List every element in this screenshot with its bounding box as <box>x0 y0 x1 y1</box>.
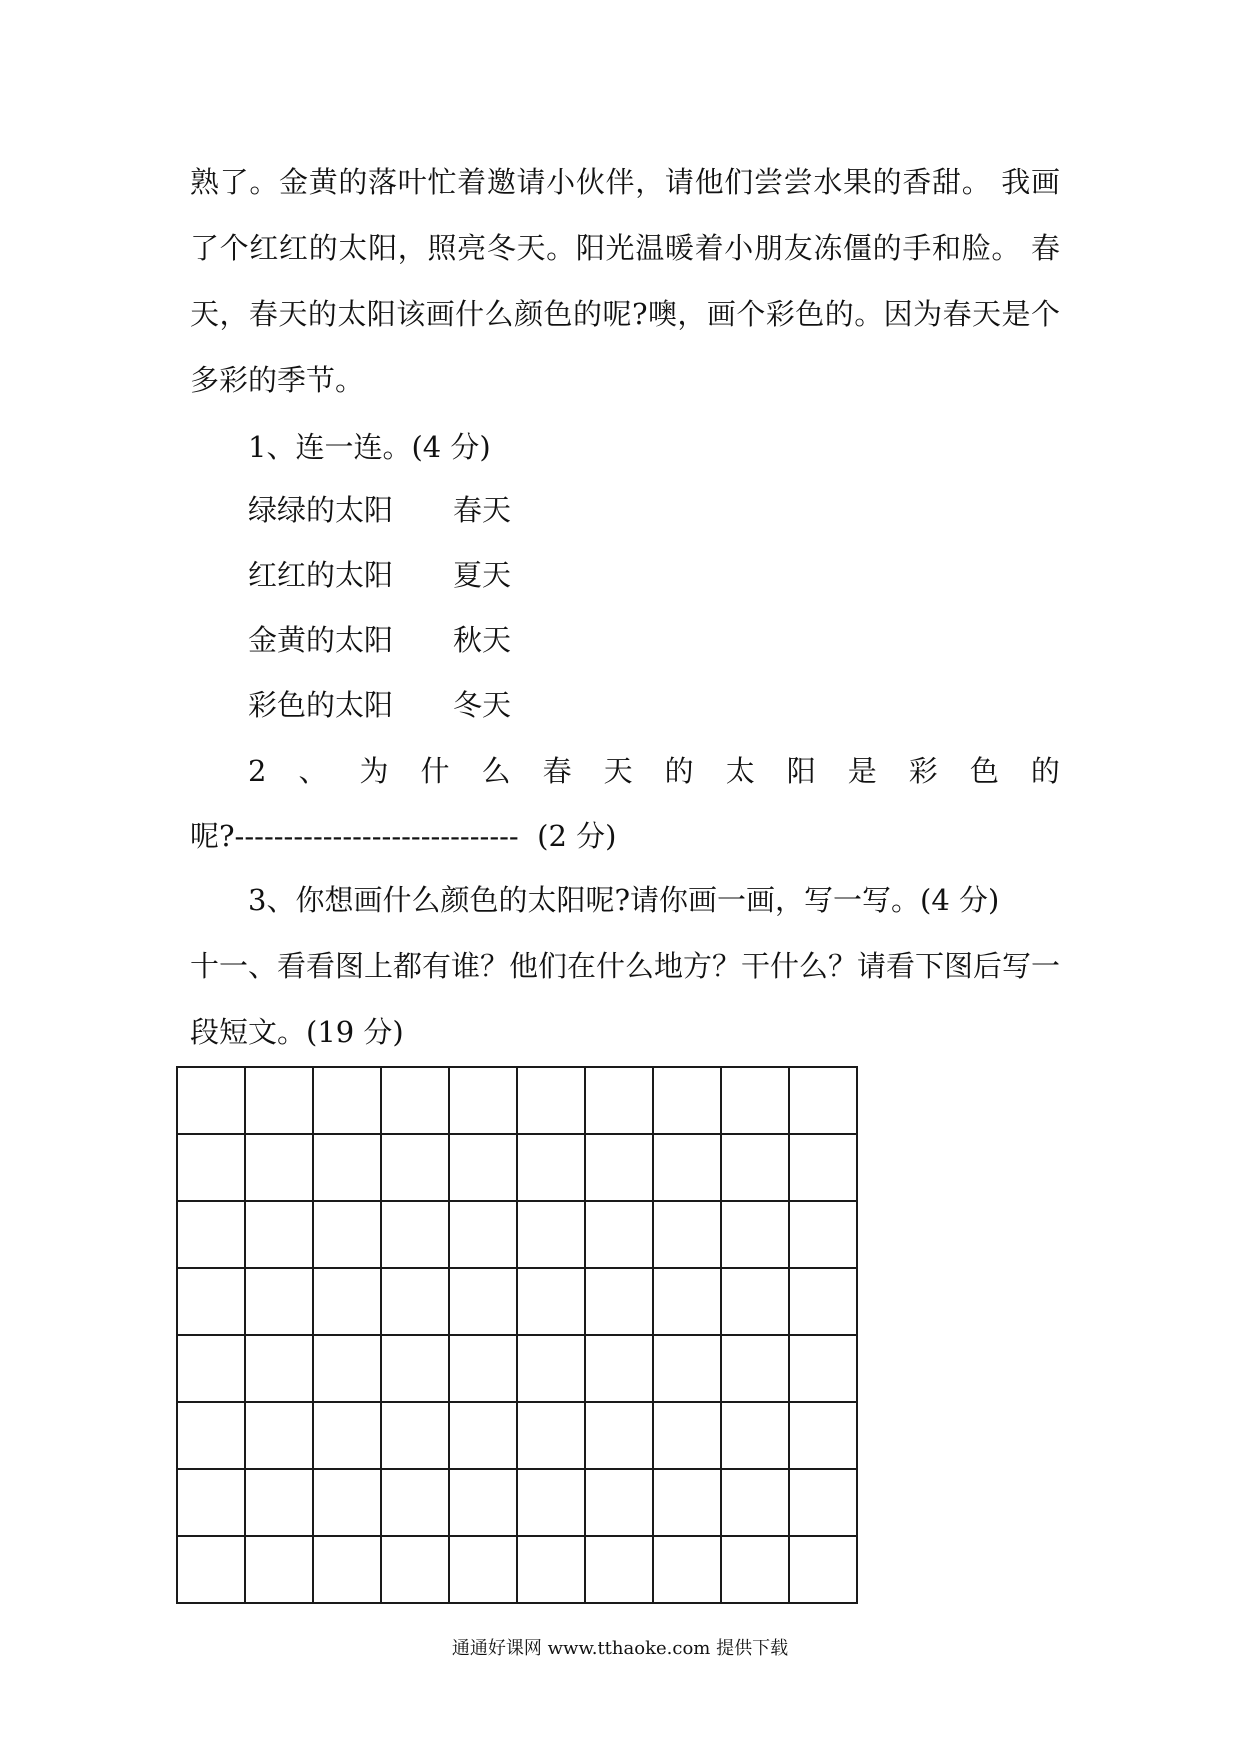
grid-cell[interactable] <box>381 1536 449 1603</box>
section-11-prompt: 十一、看看图上都有谁？他们在什么地方？干什么？请看下图后写一段短文。(19 分) <box>190 949 1061 1049</box>
grid-cell[interactable] <box>789 1335 857 1402</box>
q2-char: 什 <box>420 754 450 788</box>
q2-char: 太 <box>725 754 755 788</box>
grid-cell[interactable] <box>381 1201 449 1268</box>
grid-cell[interactable] <box>313 1268 381 1335</box>
grid-cell[interactable] <box>517 1469 585 1536</box>
grid-cell[interactable] <box>177 1402 245 1469</box>
grid-cell[interactable] <box>585 1268 653 1335</box>
grid-cell[interactable] <box>517 1536 585 1603</box>
q2-char: 的 <box>664 754 694 788</box>
q2-char: 是 <box>847 754 877 788</box>
grid-cell[interactable] <box>177 1469 245 1536</box>
grid-cell[interactable] <box>721 1067 789 1134</box>
grid-cell[interactable] <box>449 1201 517 1268</box>
grid-cell[interactable] <box>381 1469 449 1536</box>
grid-row <box>177 1402 857 1469</box>
q2-char: 为 <box>359 754 389 788</box>
grid-cell[interactable] <box>245 1536 313 1603</box>
grid-cell[interactable] <box>449 1335 517 1402</box>
q2-char: 阳 <box>786 754 816 788</box>
grid-cell[interactable] <box>313 1469 381 1536</box>
grid-cell[interactable] <box>177 1201 245 1268</box>
question-1-title: 1、连一连。(4 分) <box>248 430 491 464</box>
grid-cell[interactable] <box>517 1268 585 1335</box>
grid-cell[interactable] <box>585 1067 653 1134</box>
grid-row <box>177 1536 857 1603</box>
grid-cell[interactable] <box>381 1335 449 1402</box>
grid-cell[interactable] <box>245 1201 313 1268</box>
grid-cell[interactable] <box>789 1067 857 1134</box>
grid-cell[interactable] <box>177 1268 245 1335</box>
grid-cell[interactable] <box>789 1268 857 1335</box>
grid-cell[interactable] <box>653 1536 721 1603</box>
match-left-1: 绿绿的太阳 <box>248 493 394 527</box>
q2-char: 么 <box>481 754 511 788</box>
grid-cell[interactable] <box>381 1268 449 1335</box>
q2-char: 色 <box>969 754 999 788</box>
grid-cell[interactable] <box>517 1201 585 1268</box>
grid-cell[interactable] <box>789 1469 857 1536</box>
grid-cell[interactable] <box>721 1134 789 1201</box>
grid-cell[interactable] <box>245 1268 313 1335</box>
grid-row <box>177 1469 857 1536</box>
grid-cell[interactable] <box>653 1067 721 1134</box>
grid-cell[interactable] <box>653 1402 721 1469</box>
reading-passage: 熟了。金黄的落叶忙着邀请小伙伴，请他们尝尝水果的香甜。 我画了个红红的太阳，照亮冬天。阳光温暖着小朋友冻僵的手和脸。 春天，春天的太阳该画什么颜色的呢?噢，画个彩色的。因为春天是个多彩的季节。 <box>190 165 1060 397</box>
grid-row <box>177 1201 857 1268</box>
grid-cell[interactable] <box>177 1335 245 1402</box>
q2-char: 、 <box>298 754 328 788</box>
grid-cell[interactable] <box>789 1134 857 1201</box>
grid-cell[interactable] <box>517 1134 585 1201</box>
grid-cell[interactable] <box>313 1067 381 1134</box>
footer-credit: 通通好课网 www.tthaoke.com 提供下载 <box>451 1638 789 1659</box>
grid-cell[interactable] <box>313 1402 381 1469</box>
grid-cell[interactable] <box>313 1335 381 1402</box>
grid-row <box>177 1335 857 1402</box>
grid-cell[interactable] <box>381 1402 449 1469</box>
grid-cell[interactable] <box>585 1201 653 1268</box>
match-right-4: 冬天 <box>453 688 512 722</box>
grid-cell[interactable] <box>449 1402 517 1469</box>
grid-row <box>177 1067 857 1134</box>
grid-cell[interactable] <box>585 1536 653 1603</box>
q2-char: 春 <box>542 754 572 788</box>
match-right-3: 秋天 <box>453 623 512 657</box>
grid-cell[interactable] <box>449 1268 517 1335</box>
grid-cell[interactable] <box>721 1201 789 1268</box>
grid-cell[interactable] <box>585 1134 653 1201</box>
q2-char: 天 <box>603 754 633 788</box>
grid-cell[interactable] <box>585 1335 653 1402</box>
grid-cell[interactable] <box>585 1402 653 1469</box>
grid-cell[interactable] <box>653 1201 721 1268</box>
q2-char: 的 <box>1030 754 1060 788</box>
grid-cell[interactable] <box>449 1536 517 1603</box>
grid-cell[interactable] <box>381 1134 449 1201</box>
grid-cell[interactable] <box>789 1201 857 1268</box>
q2-char: 彩 <box>908 754 938 788</box>
grid-cell[interactable] <box>313 1536 381 1603</box>
grid-cell[interactable] <box>721 1268 789 1335</box>
grid-cell[interactable] <box>245 1067 313 1134</box>
grid-cell[interactable] <box>517 1067 585 1134</box>
writing-grid[interactable] <box>176 1066 858 1604</box>
grid-cell[interactable] <box>517 1335 585 1402</box>
grid-row <box>177 1134 857 1201</box>
match-left-4: 彩色的太阳 <box>248 688 394 722</box>
grid-cell[interactable] <box>653 1134 721 1201</box>
grid-cell[interactable] <box>245 1402 313 1469</box>
grid-cell[interactable] <box>245 1335 313 1402</box>
grid-row <box>177 1268 857 1335</box>
grid-cell[interactable] <box>585 1469 653 1536</box>
grid-cell[interactable] <box>245 1134 313 1201</box>
grid-cell[interactable] <box>449 1134 517 1201</box>
grid-cell[interactable] <box>177 1067 245 1134</box>
question-2-line-1 <box>248 751 1060 791</box>
grid-cell[interactable] <box>313 1134 381 1201</box>
grid-cell[interactable] <box>653 1268 721 1335</box>
grid-cell[interactable] <box>245 1469 313 1536</box>
grid-cell[interactable] <box>177 1536 245 1603</box>
match-right-2: 夏天 <box>453 558 512 592</box>
grid-cell[interactable] <box>789 1536 857 1603</box>
grid-cell[interactable] <box>721 1469 789 1536</box>
grid-cell[interactable] <box>449 1067 517 1134</box>
question-3: 3、你想画什么颜色的太阳呢?请你画一画，写一写。(4 分) <box>248 883 1000 917</box>
grid-cell[interactable] <box>721 1536 789 1603</box>
grid-cell[interactable] <box>449 1469 517 1536</box>
grid-cell[interactable] <box>313 1201 381 1268</box>
grid-cell[interactable] <box>789 1402 857 1469</box>
grid-cell[interactable] <box>653 1469 721 1536</box>
grid-cell[interactable] <box>177 1134 245 1201</box>
question-2-line-2: 呢?----------------------------- (2 分) <box>190 819 617 853</box>
match-right-1: 春天 <box>453 493 512 527</box>
match-left-3: 金黄的太阳 <box>248 623 394 657</box>
q2-char: 2 <box>248 754 267 788</box>
grid-cell[interactable] <box>381 1067 449 1134</box>
match-left-2: 红红的太阳 <box>248 558 394 592</box>
grid-cell[interactable] <box>721 1402 789 1469</box>
grid-cell[interactable] <box>653 1335 721 1402</box>
grid-cell[interactable] <box>517 1402 585 1469</box>
grid-cell[interactable] <box>721 1335 789 1402</box>
